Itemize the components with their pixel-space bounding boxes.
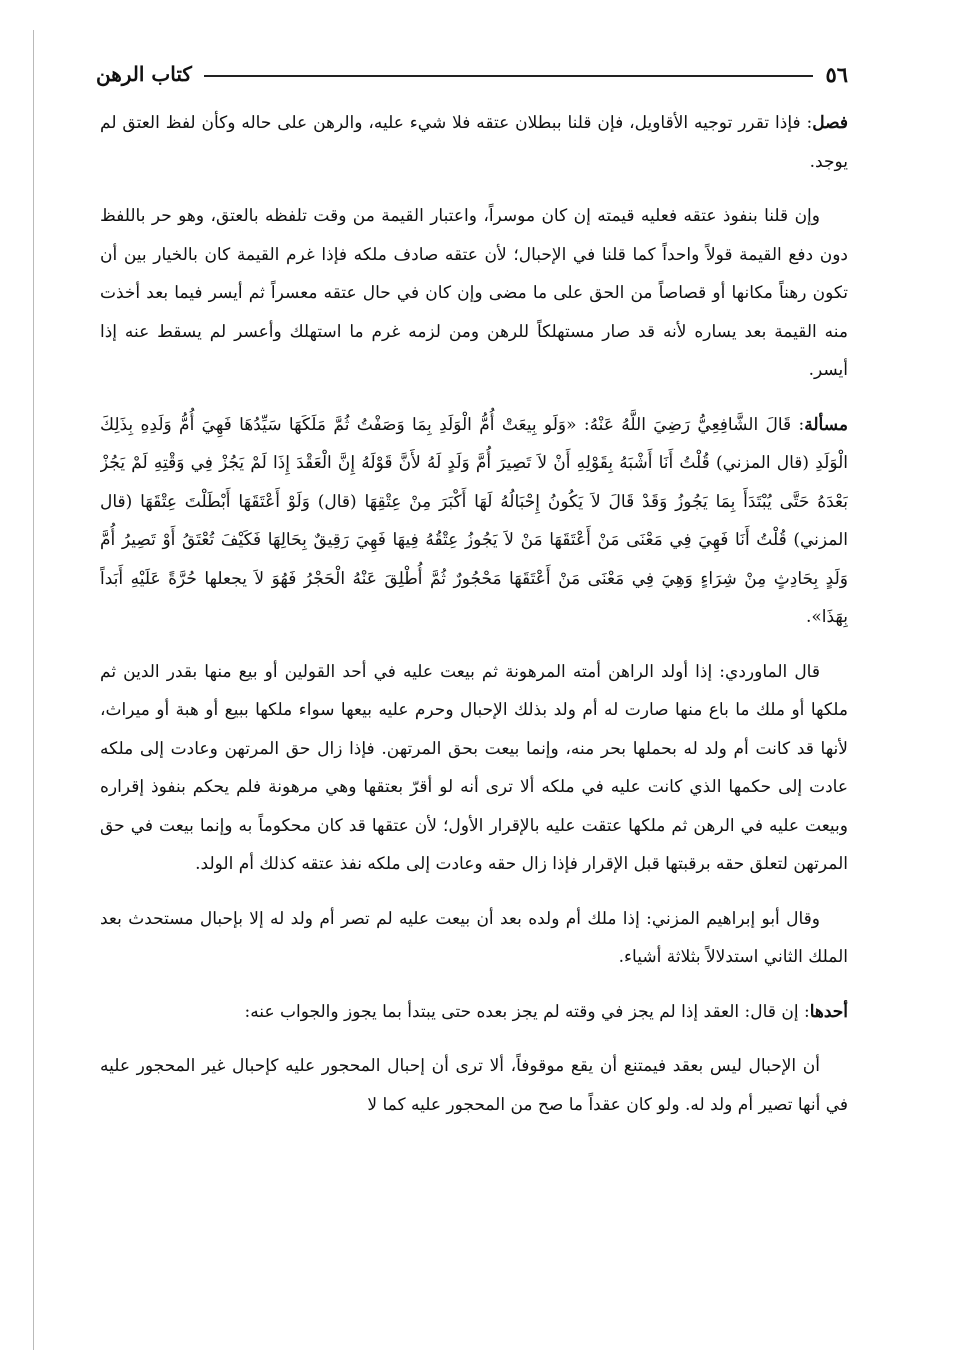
paragraph-text: : إن قال: العقد إذا لم يجز في وقته لم يجز بعده حتى يبتدأ بما يجوز والجواب عنه: (244, 1001, 810, 1022)
page-number: ٥٦ (825, 61, 848, 87)
paragraph-text: وقال أبو إبراهيم المزني: إذا ملك أم ولده بعد أن بيعت عليه لم تصر أم ولد له إلا بإحبال مستحدث بعد الملك الثاني استدلالاً بثلاثة أشياء. (100, 908, 848, 967)
paragraph (100, 197, 848, 390)
paragraph-lead: مسألة (804, 414, 848, 435)
paragraph-text: أن الإحبال ليس بعقد فيمتنع أن يقع موقوفاً، ألا ترى أن إحبال المحجور عليه كإحبال غير المحجور عليه في أنها تصير أم ولد له. ولو كان عقداً ما صح من المحجور عليه كما لا (100, 1056, 848, 1115)
paragraph-lead: أحدها (809, 1001, 848, 1022)
paragraph-text: : فإذا تقرر توجيه الأقاويل، فإن قلنا ببطلان عتقه فلا شيء عليه، والرهن على حاله وكأن لفظ العتق لم يوجد. (100, 113, 848, 172)
header-rule (204, 75, 814, 77)
paragraph (100, 1047, 848, 1124)
paragraph (100, 993, 848, 1032)
paragraph (100, 900, 848, 977)
paragraph-lead: فصل (812, 113, 848, 133)
paragraph-text: وإن قلنا بنفوذ عتقه فعليه قيمته إن كان موسراً، واعتبار القيمة من وقت تلفظه بالعتق، وهو حر باللفظ دون دفع القيمة قولاً واحداً كما قلنا في الإحبال؛ لأن عتقه صادف ملكه فإذا غرم القيمة كان بالخيار بين أن تكون رهناً مكانها أو قصاصاً من الحق على ما مضى وإن كان في حال عتقه معسراً ثم أيسر فيما بعد أخذت منه القيمة بعد يساره لأنه قد صار مستهلكاً للرهن ومن لزمه غرم ما استهلك وأعسر لم يسقط عنه إذا أيسر. (100, 206, 848, 380)
paragraph-text: قال الماوردي: إذا أولد الراهن أمته المرهونة ثم بيعت عليه في أحد القولين أو بيع منها بقدر الدين ثم ملكها أو ملك ما باع منها صارت له أم ولد بذلك الإحبال وحرم عليه بيعها سواء ملكها ببيع أو هبة أو ميراث، لأنها قد كانت أم ولد له بحملها بحر منه، وإنما بيعت بحق المرتهن. فإذا زال حق المرتهن وعادت إلى ملكه عادت إلى حكمها الذي كانت عليه في ملكه ألا ترى أنه لو أقرّ بعتقها وهي مرهونة فلم يحكم بنفوذ إقراره وبيعت عليه في الرهن ثم ملكها عتقت عليه بالإقرار الأول؛ لأن عتقها قد كان محكوماً به وإنما بيعت في حق المرتهن لتعلق حقه برقبتها قبل الإقرار فإذا زال حقه وعادت إلى ملكه نفذ عتقه كذلك أم الولد. (100, 661, 848, 874)
page-header (96, 52, 848, 96)
paragraph (100, 653, 848, 884)
paragraph-text: : قَالَ الشَّافِعِيُّ رَضِيَ اللَّهُ عَنْهُ: «وَلَو بِيعَتْ أُمُّ الْوَلَدِ بِمَا وَصَفْتُ ثُمَّ مَلَكَهَا سَيِّدُهَا فَهِيَ أُمُّ وَلَدِهِ بِذَلِكَ الْوَلَدِ (قال المزني) قُلْتُ أَنَا أَشْبَهُ بِقَوْلِهِ أَنْ لاَ تَصِيرَ أُمَّ وَلَدٍ لَهُ لأَنَّ قَوْلَهُ إِنَّ الْعَقْدَ إِذَا لَمْ يَجُزْ فِي وَقْتِهِ لَمْ يَجُزْ بَعْدَهُ حَتَّى يُبْتَدَأَ بِمَا يَجُوزُ وَقَدْ قَالَ لاَ يَكُونُ إِحْبَالُهُ لَهَا أَكْبَرَ مِنْ عِتْقِهَا (قال) وَلَوْ أَعْتَقَهَا أَبْطَلْتَ عِتْقَهَا (قال المزني) قُلْتُ أَنَا فَهِيَ فِي مَعْنَى مَنْ أَعْتَقَهَا مَنْ لاَ يَجُوزُ عِتْقُهُ فِيهَا فَهِيَ رَقِيقٌ بِحَالِهَا فَكَيْفَ تُعْتَقُ أَوْ تَصِيرُ أُمَّ وَلَدٍ بِحَادِثٍ مِنْ شِرَاءٍ وَهِيَ فِي مَعْنَى مَنْ أَعْتَقَهَا مَحْجُورٌ ثُمَّ أُطْلِقَ عَنْهُ الْحَجْرُ فَهُوَ لاَ يجعلها حُرَّةً عَلَيْهِ أَبَداً بِهَذَا». (100, 414, 848, 627)
page-body (100, 104, 848, 1354)
paragraph (100, 406, 848, 637)
paragraph (100, 104, 848, 181)
margin-line (33, 30, 34, 1350)
running-title: كتاب الرهن (96, 62, 192, 86)
